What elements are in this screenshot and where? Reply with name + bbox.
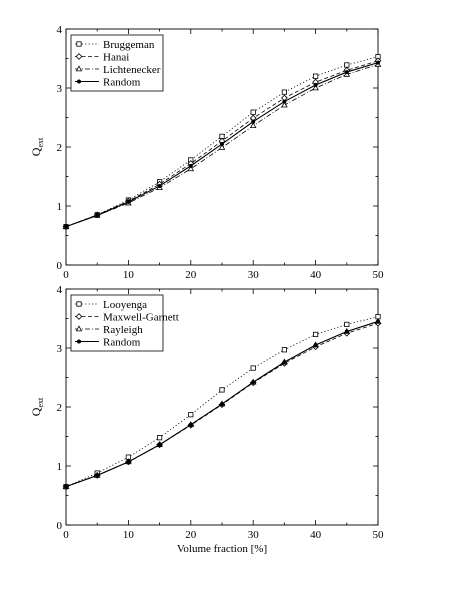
data-point xyxy=(96,214,99,217)
data-point xyxy=(220,402,223,405)
panel-top xyxy=(29,24,384,281)
data-point xyxy=(345,330,348,333)
data-point xyxy=(251,366,255,370)
legend-label: Rayleigh xyxy=(103,323,143,336)
data-point xyxy=(189,423,192,426)
x-tick-label: 50 xyxy=(372,269,384,281)
data-point xyxy=(251,110,255,114)
x-tick-label: 30 xyxy=(247,529,259,541)
data-point xyxy=(220,388,224,392)
legend-marker xyxy=(77,340,80,343)
y-axis-label-sub: ext xyxy=(36,397,45,408)
x-tick-label: 40 xyxy=(310,269,322,281)
data-point xyxy=(220,142,223,145)
legend xyxy=(71,35,163,91)
x-tick-label: 50 xyxy=(372,529,384,541)
y-axis-label-main: Q xyxy=(29,147,43,157)
data-point xyxy=(252,120,255,123)
legend-label: Random xyxy=(103,76,141,89)
x-tick-label: 20 xyxy=(185,269,197,281)
legend xyxy=(71,295,179,351)
data-point xyxy=(251,123,256,128)
data-point xyxy=(127,460,130,463)
y-tick-label: 2 xyxy=(56,402,62,414)
y-tick-label: 0 xyxy=(56,260,62,272)
legend-marker xyxy=(77,42,81,46)
data-point xyxy=(314,83,317,86)
data-point xyxy=(282,348,286,352)
y-tick-label: 4 xyxy=(56,284,62,296)
x-tick-label: 20 xyxy=(185,529,197,541)
data-point xyxy=(376,61,379,64)
data-point xyxy=(345,70,348,73)
data-point xyxy=(157,435,161,439)
y-axis-label xyxy=(29,397,45,416)
data-point xyxy=(313,332,317,336)
y-axis-label xyxy=(29,137,45,156)
x-tick-label: 30 xyxy=(247,269,259,281)
y-tick-label: 1 xyxy=(56,461,62,473)
legend-label: Maxwell-Garnett xyxy=(103,311,179,324)
legend-label: Hanai xyxy=(103,51,130,64)
legend-label: Looyenga xyxy=(103,298,147,311)
x-tick-label: 10 xyxy=(122,529,134,541)
x-axis-label: Volume fraction [%] xyxy=(176,543,268,555)
x-tick-label: 0 xyxy=(63,269,69,281)
data-point xyxy=(64,225,67,228)
data-point xyxy=(158,184,161,187)
y-tick-label: 4 xyxy=(56,24,62,36)
y-axis-label-sub: ext xyxy=(36,137,45,148)
legend-marker xyxy=(77,80,80,83)
data-point xyxy=(345,63,349,67)
y-tick-label: 2 xyxy=(56,142,62,154)
data-point xyxy=(345,322,349,326)
x-tick-label: 40 xyxy=(310,529,322,541)
data-point xyxy=(127,200,130,203)
data-point xyxy=(189,412,193,416)
legend-label: Random xyxy=(103,336,141,349)
legend-label: Bruggeman xyxy=(103,38,155,51)
data-point xyxy=(283,361,286,364)
x-tick-label: 10 xyxy=(122,269,134,281)
data-point xyxy=(283,100,286,103)
data-point xyxy=(313,74,317,78)
data-point xyxy=(314,343,317,346)
y-tick-label: 0 xyxy=(56,520,62,532)
data-point xyxy=(282,90,286,94)
panel-bottom xyxy=(29,284,384,555)
y-tick-label: 1 xyxy=(56,201,62,213)
data-point xyxy=(376,320,379,323)
y-axis-label-main: Q xyxy=(29,407,43,417)
legend-label: Lichtenecker xyxy=(103,63,161,76)
y-tick-label: 3 xyxy=(56,343,62,355)
data-point xyxy=(64,485,67,488)
data-point xyxy=(252,381,255,384)
data-point xyxy=(96,474,99,477)
x-tick-label: 0 xyxy=(63,529,69,541)
data-point xyxy=(158,443,161,446)
data-point xyxy=(189,164,192,167)
y-tick-label: 3 xyxy=(56,83,62,95)
legend-marker xyxy=(77,302,81,306)
